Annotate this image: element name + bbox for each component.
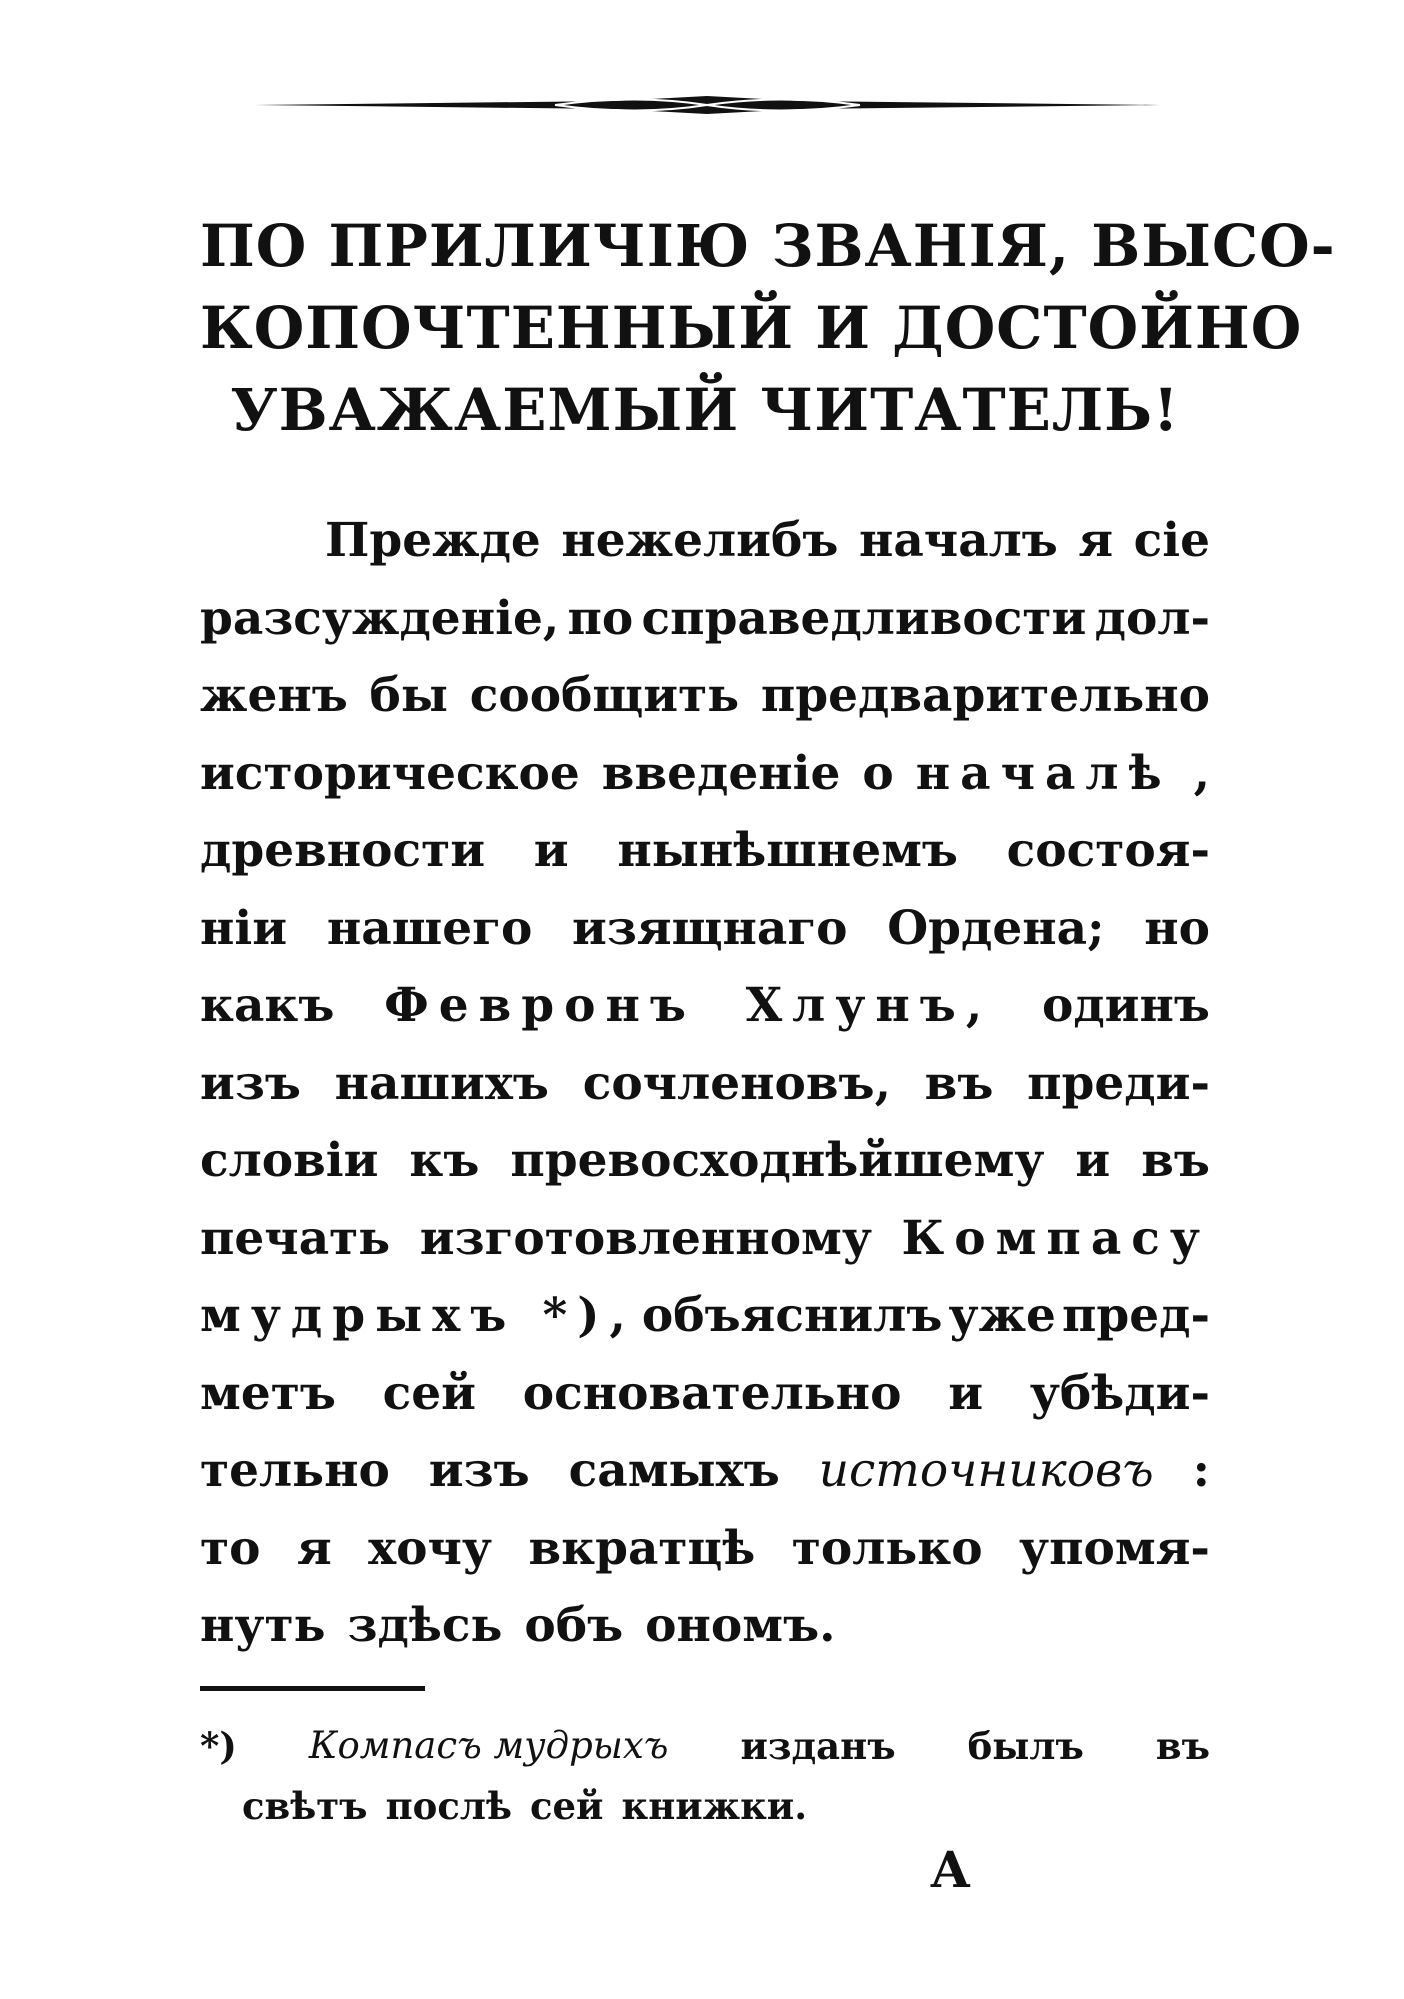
word: нашего	[326, 900, 533, 956]
word: метъ	[200, 1365, 336, 1421]
text-line-7	[200, 967, 1210, 1045]
word: началѣ	[915, 745, 1172, 801]
word: и	[533, 823, 569, 878]
text-line-15	[200, 1587, 1210, 1665]
word: Прежде	[325, 513, 541, 568]
word: и	[1075, 1133, 1111, 1188]
word: и	[948, 1365, 984, 1421]
word: Февронъ	[384, 978, 696, 1033]
word: тельно	[200, 1443, 390, 1498]
word: разсужденіе,	[200, 590, 560, 646]
word: изданъ	[740, 1724, 896, 1768]
text-line-14	[200, 1510, 1210, 1588]
word: изящнаго	[572, 900, 848, 956]
word: только	[791, 1520, 983, 1576]
text-line-8	[200, 1045, 1210, 1123]
footnote-italic-title: Компасъ мудрыхъ	[308, 1724, 669, 1767]
word: къ	[409, 1133, 480, 1188]
word: Хлунъ,	[745, 978, 993, 1033]
italic-word: источниковъ	[818, 1443, 1154, 1498]
address-heading	[200, 205, 1336, 451]
text-line-9	[200, 1122, 1210, 1200]
word: предварительно	[760, 668, 1210, 723]
word: убѣди-	[1029, 1365, 1210, 1421]
heading-line-1: ПО ПРИЛИЧІЮ ЗВАНІЯ, ВЫСО-	[200, 212, 1336, 280]
word: историческое	[200, 745, 580, 801]
word: ,	[1193, 745, 1210, 801]
word: бы	[369, 668, 449, 723]
word: древности	[200, 823, 486, 878]
text-line-12	[200, 1355, 1210, 1433]
footnote-line-2	[200, 1776, 1210, 1836]
word: о	[862, 745, 894, 801]
word: здѣсь	[347, 1598, 503, 1653]
word: введеніе	[601, 745, 841, 801]
text-line-2	[200, 580, 1210, 658]
word: былъ	[967, 1724, 1084, 1768]
text-line-5	[200, 812, 1210, 890]
word: превосходнѣйшему	[510, 1133, 1045, 1188]
word: въ	[924, 1055, 994, 1111]
word: въ	[1155, 1724, 1210, 1768]
word: словіи	[200, 1133, 379, 1188]
word: свѣтъ	[242, 1784, 368, 1828]
word: женъ	[200, 668, 348, 723]
word: состоя-	[1006, 823, 1210, 878]
footnote-rule	[200, 1686, 425, 1691]
footnote	[200, 1716, 1210, 1836]
word: мудрыхъ *),	[200, 1288, 636, 1343]
word: но	[1144, 900, 1210, 956]
word: :	[1192, 1443, 1210, 1498]
word: послѣ	[385, 1784, 512, 1828]
word: Компасу	[901, 1210, 1210, 1266]
heading-line-3: УВАЖАЕМЫЙ ЧИТАТЕЛЬ!	[230, 376, 1180, 444]
word: нежелибъ	[561, 513, 839, 568]
word: объ	[524, 1598, 624, 1653]
word: дол-	[1094, 590, 1210, 646]
word: ніи	[200, 900, 288, 956]
word: то	[200, 1520, 261, 1576]
word: изготовленному	[419, 1210, 872, 1266]
text-line-1	[200, 502, 1210, 580]
text-line-3	[200, 657, 1210, 735]
word: сочленовъ,	[582, 1055, 891, 1111]
ornament-divider-icon	[255, 92, 1160, 118]
text-line-6	[200, 890, 1210, 968]
word: началъ	[858, 513, 1058, 568]
word: справедливости	[641, 590, 1087, 646]
word: сей	[529, 1784, 604, 1828]
footnote-marker: *)	[200, 1724, 237, 1768]
word: я	[296, 1520, 332, 1576]
footnote-line-1	[200, 1716, 1210, 1776]
word: изъ	[428, 1443, 530, 1498]
word: одинъ	[1041, 978, 1210, 1033]
word: ономъ.	[645, 1598, 836, 1653]
word: преди-	[1027, 1055, 1210, 1111]
main-paragraph	[200, 502, 1210, 1665]
word: Ордена;	[887, 900, 1105, 956]
word: самыхъ	[568, 1443, 780, 1498]
word: хочу	[368, 1520, 493, 1576]
word: сообщить	[469, 668, 740, 723]
text-line-4	[200, 735, 1210, 813]
word: въ	[1141, 1133, 1210, 1188]
word: по	[567, 590, 634, 646]
word: уже	[948, 1288, 1056, 1343]
word: пред-	[1061, 1288, 1210, 1343]
word: нашихъ	[334, 1055, 549, 1111]
text-line-11	[200, 1277, 1210, 1355]
word: какъ	[200, 978, 335, 1033]
word: изъ	[200, 1055, 301, 1111]
text-line-13	[200, 1432, 1210, 1510]
word: сіе	[1133, 513, 1210, 568]
word: книжки.	[621, 1784, 808, 1828]
word: печать	[200, 1210, 391, 1266]
word: нынѣшнемъ	[617, 823, 958, 878]
text-line-10	[200, 1200, 1210, 1278]
word: я	[1078, 513, 1114, 568]
word: вкратцѣ	[528, 1520, 756, 1576]
word: нуть	[200, 1598, 326, 1653]
word: объяснилъ	[641, 1288, 943, 1343]
signature-mark: А	[930, 1840, 971, 1899]
word: сей	[382, 1365, 477, 1421]
word: основательно	[522, 1365, 902, 1421]
heading-line-2: КОПОЧТЕННЫЙ И ДОСТОЙНО	[200, 294, 1303, 362]
word: упомя-	[1019, 1520, 1210, 1576]
